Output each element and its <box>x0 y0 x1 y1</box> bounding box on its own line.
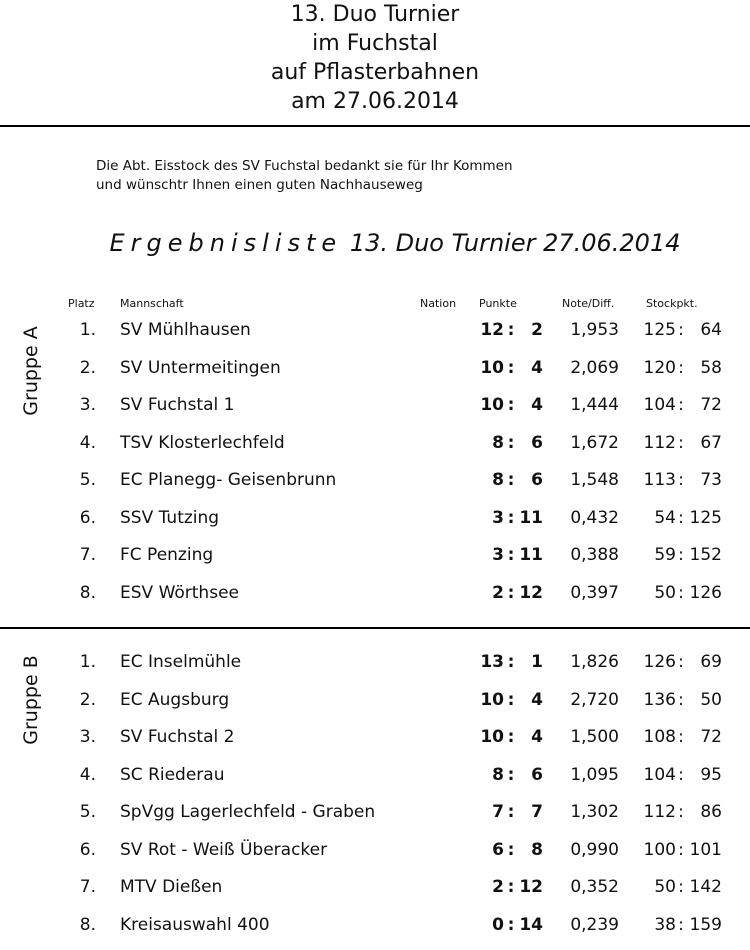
team-cell: EC Planegg- Geisenbrunn <box>120 470 337 490</box>
stock-points-for-cell: 126 <box>643 652 676 672</box>
table-row <box>0 316 750 346</box>
platz-cell: 6. <box>79 839 96 860</box>
team-cell: Kreisauswahl 400 <box>120 914 270 935</box>
table-row <box>0 761 750 791</box>
points-lost-cell: 4 <box>531 689 543 710</box>
intro-text <box>96 157 513 195</box>
stock-points-separator: : <box>678 839 684 860</box>
intro-line-1: Die Abt. Eisstock des SV Fuchstal bedankt sie für Ihr Kommen <box>96 158 513 174</box>
stock-points-separator: : <box>678 764 684 785</box>
table-row <box>0 648 750 678</box>
stock-points-separator: : <box>678 470 684 490</box>
note-cell: 0,990 <box>570 839 619 860</box>
points-won-cell: 10 <box>480 395 504 415</box>
note-cell: 1,953 <box>570 320 619 340</box>
team-cell: SV Mühlhausen <box>120 320 251 340</box>
platz-cell: 3. <box>79 727 96 747</box>
table-row <box>0 429 750 459</box>
note-cell: 2,069 <box>570 357 619 378</box>
stock-points-separator: : <box>678 689 684 710</box>
points-won-cell: 10 <box>480 727 504 747</box>
document-header <box>0 0 750 116</box>
stock-points-separator: : <box>678 357 684 378</box>
stock-points-separator: : <box>678 582 684 603</box>
stock-points-for-cell: 104 <box>643 764 676 785</box>
stock-points-against-cell: 73 <box>700 470 722 490</box>
points-separator: : <box>507 652 515 672</box>
note-cell: 0,239 <box>570 914 619 935</box>
team-cell: MTV Dießen <box>120 877 223 897</box>
stock-points-separator: : <box>678 877 684 897</box>
points-separator: : <box>507 914 515 935</box>
table-row <box>0 798 750 828</box>
team-cell: SV Fuchstal 2 <box>120 727 235 747</box>
platz-cell: 4. <box>79 764 96 785</box>
platz-cell: 2. <box>79 689 96 710</box>
stock-points-against-cell: 58 <box>700 357 722 378</box>
points-won-cell: 8 <box>492 432 504 453</box>
stock-points-against-cell: 72 <box>700 727 722 747</box>
platz-cell: 5. <box>79 470 96 490</box>
points-separator: : <box>507 877 515 897</box>
table-row <box>0 836 750 866</box>
header-divider <box>0 125 750 127</box>
points-lost-cell: 8 <box>531 839 543 860</box>
stock-points-for-cell: 125 <box>643 320 676 340</box>
stock-points-against-cell: 72 <box>700 395 722 415</box>
intro-line-2: und wünschtr Ihnen einen guten Nachhauseweg <box>96 177 423 193</box>
points-lost-cell: 4 <box>531 727 543 747</box>
points-lost-cell: 6 <box>531 764 543 785</box>
team-cell: SC Riederau <box>120 764 225 785</box>
platz-cell: 1. <box>79 320 96 340</box>
table-row <box>0 579 750 609</box>
note-cell: 1,672 <box>570 432 619 453</box>
platz-cell: 8. <box>79 582 96 603</box>
points-won-cell: 2 <box>492 582 504 603</box>
column-header-stockpkt: Stockpkt. <box>646 297 698 310</box>
points-lost-cell: 11 <box>519 507 543 528</box>
points-separator: : <box>507 545 515 565</box>
platz-cell: 8. <box>79 914 96 935</box>
platz-cell: 2. <box>79 357 96 378</box>
points-won-cell: 7 <box>492 802 504 822</box>
table-row <box>0 504 750 534</box>
team-cell: SpVgg Lagerlechfeld - Graben <box>120 802 376 822</box>
stock-points-separator: : <box>678 320 684 340</box>
team-cell: TSV Klosterlechfeld <box>120 432 285 453</box>
platz-cell: 3. <box>79 395 96 415</box>
points-lost-cell: 2 <box>531 320 543 340</box>
stock-points-against-cell: 67 <box>700 432 722 453</box>
points-lost-cell: 12 <box>519 582 543 603</box>
column-header-note: Note/Diff. <box>562 297 615 310</box>
points-won-cell: 3 <box>492 545 504 565</box>
points-won-cell: 13 <box>480 652 504 672</box>
group-divider <box>0 627 750 629</box>
team-cell: SSV Tutzing <box>120 507 220 528</box>
stock-points-against-cell: 64 <box>700 320 722 340</box>
points-won-cell: 8 <box>492 764 504 785</box>
stock-points-against-cell: 125 <box>689 507 722 528</box>
stock-points-for-cell: 50 <box>654 877 676 897</box>
points-separator: : <box>507 727 515 747</box>
note-cell: 0,352 <box>570 877 619 897</box>
platz-cell: 4. <box>79 432 96 453</box>
points-separator: : <box>507 802 515 822</box>
points-separator: : <box>507 689 515 710</box>
points-lost-cell: 7 <box>531 802 543 822</box>
points-separator: : <box>507 470 515 490</box>
team-cell: SV Untermeitingen <box>120 357 281 378</box>
stock-points-separator: : <box>678 914 684 935</box>
stock-points-for-cell: 59 <box>654 545 676 565</box>
note-cell: 0,388 <box>570 545 619 565</box>
team-cell: EC Inselmühle <box>120 652 242 672</box>
stock-points-against-cell: 142 <box>689 877 722 897</box>
points-won-cell: 2 <box>492 877 504 897</box>
points-lost-cell: 6 <box>531 470 543 490</box>
stock-points-separator: : <box>678 432 684 453</box>
points-lost-cell: 1 <box>531 652 543 672</box>
group-a-label: Gruppe A <box>20 326 42 416</box>
table-row <box>0 686 750 716</box>
stock-points-separator: : <box>678 727 684 747</box>
header-line-3: auf Pflasterbahnen <box>270 60 480 85</box>
stock-points-for-cell: 104 <box>643 395 676 415</box>
stock-points-separator: : <box>678 545 684 565</box>
note-cell: 0,432 <box>570 507 619 528</box>
points-won-cell: 0 <box>492 914 504 935</box>
points-won-cell: 8 <box>492 470 504 490</box>
group-b-label: Gruppe B <box>20 655 42 745</box>
note-cell: 0,397 <box>570 582 619 603</box>
column-header-mannschaft: Mannschaft <box>120 297 184 310</box>
points-separator: : <box>507 395 515 415</box>
column-header-nation: Nation <box>420 297 457 310</box>
note-cell: 1,500 <box>570 727 619 747</box>
team-cell: EC Augsburg <box>120 689 230 710</box>
stock-points-separator: : <box>678 802 684 822</box>
column-header-punkte: Punkte <box>479 297 517 310</box>
points-separator: : <box>507 432 515 453</box>
points-separator: : <box>507 582 515 603</box>
table-row <box>0 354 750 384</box>
header-line-4: am 27.06.2014 <box>291 89 459 114</box>
stock-points-separator: : <box>678 507 684 528</box>
stock-points-separator: : <box>678 652 684 672</box>
stock-points-against-cell: 159 <box>689 914 722 935</box>
team-cell: ESV Wörthsee <box>120 582 239 603</box>
note-cell: 1,302 <box>570 802 619 822</box>
table-row <box>0 541 750 571</box>
table-row <box>0 873 750 903</box>
note-cell: 1,826 <box>570 652 619 672</box>
points-separator: : <box>507 764 515 785</box>
stock-points-against-cell: 86 <box>700 802 722 822</box>
platz-cell: 1. <box>79 652 96 672</box>
team-cell: SV Fuchstal 1 <box>120 395 235 415</box>
stock-points-for-cell: 136 <box>643 689 676 710</box>
platz-cell: 5. <box>79 802 96 822</box>
team-cell: SV Rot - Weiß Überacker <box>120 839 328 860</box>
stock-points-for-cell: 108 <box>643 727 676 747</box>
stock-points-for-cell: 54 <box>654 507 676 528</box>
stock-points-for-cell: 113 <box>643 470 676 490</box>
note-cell: 1,095 <box>570 764 619 785</box>
points-won-cell: 10 <box>480 357 504 378</box>
points-lost-cell: 14 <box>519 914 543 935</box>
points-lost-cell: 4 <box>531 395 543 415</box>
stock-points-against-cell: 152 <box>689 545 722 565</box>
points-lost-cell: 4 <box>531 357 543 378</box>
points-lost-cell: 11 <box>519 545 543 565</box>
platz-cell: 7. <box>79 545 96 565</box>
stock-points-for-cell: 112 <box>643 432 676 453</box>
points-won-cell: 10 <box>480 689 504 710</box>
points-lost-cell: 6 <box>531 432 543 453</box>
stock-points-for-cell: 100 <box>643 839 676 860</box>
platz-cell: 6. <box>79 507 96 528</box>
points-won-cell: 3 <box>492 507 504 528</box>
points-won-cell: 12 <box>480 320 504 340</box>
results-title-rest: 13. Duo Turnier 27.06.2014 <box>349 229 681 257</box>
results-title <box>0 229 750 257</box>
note-cell: 2,720 <box>570 689 619 710</box>
header-line-2: im Fuchstal <box>312 31 438 56</box>
points-separator: : <box>507 357 515 378</box>
team-cell: FC Penzing <box>120 545 214 565</box>
stock-points-against-cell: 126 <box>689 582 722 603</box>
stock-points-separator: : <box>678 395 684 415</box>
table-row <box>0 723 750 753</box>
points-lost-cell: 12 <box>519 877 543 897</box>
column-header-platz: Platz <box>68 297 95 310</box>
note-cell: 1,548 <box>570 470 619 490</box>
results-title-word: Ergebnisliste <box>109 229 343 257</box>
table-row <box>0 466 750 496</box>
note-cell: 1,444 <box>570 395 619 415</box>
table-row <box>0 391 750 421</box>
stock-points-for-cell: 112 <box>643 802 676 822</box>
points-separator: : <box>507 839 515 860</box>
header-line-1: 13. Duo Turnier <box>290 2 460 27</box>
stock-points-against-cell: 69 <box>700 652 722 672</box>
points-separator: : <box>507 507 515 528</box>
stock-points-for-cell: 50 <box>654 582 676 603</box>
stock-points-against-cell: 95 <box>700 764 722 785</box>
points-separator: : <box>507 320 515 340</box>
points-won-cell: 6 <box>492 839 504 860</box>
stock-points-against-cell: 50 <box>700 689 722 710</box>
stock-points-for-cell: 38 <box>654 914 676 935</box>
platz-cell: 7. <box>79 877 96 897</box>
stock-points-against-cell: 101 <box>689 839 722 860</box>
stock-points-for-cell: 120 <box>643 357 676 378</box>
table-row <box>0 911 750 941</box>
